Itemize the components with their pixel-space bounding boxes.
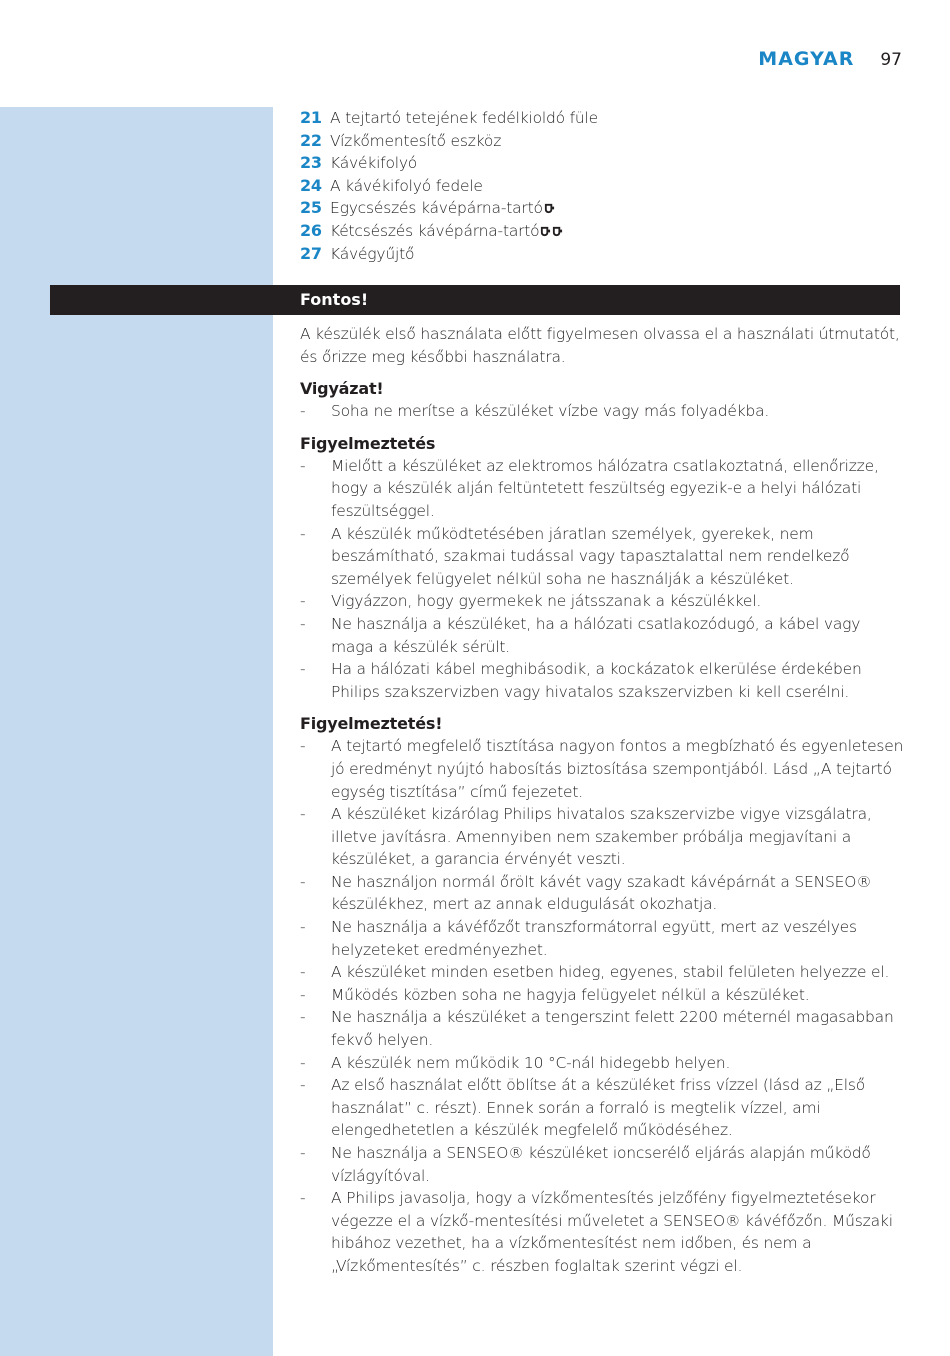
- list-item: - Vigyázzon, hogy gyermekek ne játsszanak a készülékkel.: [300, 590, 905, 613]
- part-number: 23: [300, 153, 322, 173]
- part-label: Egycsészés kávépárna-tartó: [330, 199, 543, 218]
- part-item: [300, 130, 905, 153]
- part-label: Vízkőmentesítő eszköz: [330, 131, 502, 150]
- section-title: Vigyázat!: [300, 379, 384, 399]
- important-bar: [50, 285, 900, 315]
- double-cup-icon: [539, 220, 563, 243]
- part-label: Kávékifolyó: [330, 154, 418, 173]
- list-item: - Működés közben soha ne hagyja felügyelet nélkül a készüléket.: [300, 984, 905, 1007]
- part-number: 22: [300, 130, 322, 150]
- safety-content: [300, 323, 905, 1287]
- part-item: [300, 152, 905, 175]
- page-header: [758, 48, 902, 70]
- list-item: - A készüléket minden esetben hideg, egyenes, stabil felületen helyezze el.: [300, 961, 905, 984]
- part-item: [300, 220, 905, 243]
- list-item: - A Philips javasolja, hogy a vízkőmentesítés jelzőfény figyelmeztetésekor végezze el a vízkő-mentesítési műveletet a SENSEO® kávéfőzőn. Műszaki hibához vezethet, ha a vízkőmentesítést nem időben, és nem a „Vízkőmentesítés” c. részben foglaltak szerint végzi el.: [300, 1187, 905, 1277]
- part-item: [300, 243, 905, 266]
- list-item: - A készülék nem működik 10 °C-nál hidegebb helyen.: [300, 1052, 905, 1075]
- part-label: A tejtartó tetejének fedélkioldó füle: [330, 109, 598, 127]
- list-item: - Az első használat előtt öblítse át a készüléket friss vízzel (lásd az „Első használat” c. részt). Ennek során a forraló is megtelik vízzel, ami elengedhetetlen a készülék megfelelő működéséhez.: [300, 1074, 905, 1142]
- part-item: [300, 197, 905, 220]
- section-title: Figyelmeztetés: [300, 433, 436, 453]
- part-label: A kávékifolyó fedele: [330, 176, 483, 195]
- list-item: - Ne használjon normál őrölt kávét vagy szakadt kávépárnát a SENSEO® készülékhez, mert az annak eldugulását okozhatja.: [300, 871, 905, 916]
- list-item: - A készülék működtetésében járatlan személyek, gyerekek, nem beszámítható, szakmai tudással vagy tapasztalattal nem rendelkező személyek felügyelet nélkül soha ne használják a készüléket.: [300, 523, 905, 591]
- part-number: 24: [300, 175, 322, 195]
- part-label: Kétcsészés kávépárna-tartó: [330, 221, 540, 240]
- part-number: 25: [300, 198, 322, 218]
- important-title: Fontos!: [300, 290, 369, 309]
- list-item: - A készüléket kizárólag Philips hivatalos szakszervizbe vigye vizsgálatra, illetve javításra. Amennyiben nem szakember próbálja megjavítani a készüléket, a garancia érvényét veszti.: [300, 803, 905, 871]
- section-list: [300, 735, 905, 1277]
- sections-container: [300, 377, 905, 1277]
- list-item: - Ne használja a készüléket, ha a hálózati csatlakozódugó, a kábel vagy maga a készülék sérült.: [300, 613, 905, 658]
- list-item: - A tejtartó megfelelő tisztítása nagyon fontos a megbízható és egyenletesen jó eredményt nyújtó habosítás biztosítása szempontjából. Lásd „A tejtartó egység tisztítása” című fejezetet.: [300, 735, 905, 803]
- part-number: 26: [300, 220, 322, 240]
- part-item: [300, 175, 905, 198]
- list-item: - Soha ne merítse a készüléket vízbe vagy más folyadékba.: [300, 400, 905, 423]
- list-item: - Ne használja a kávéfőzőt transzformátorral együtt, mert az veszélyes helyzeteket eredményezhet.: [300, 916, 905, 961]
- part-item: [300, 107, 905, 130]
- list-item: - Ha a hálózati kábel meghibásodik, a kockázatok elkerülése érdekében Philips szakszervizben vagy hivatalos szakszervizben ki kell cserélni.: [300, 658, 905, 703]
- part-number: 21: [300, 108, 322, 127]
- list-item: - Mielőtt a készüléket az elektromos hálózatra csatlakoztatná, ellenőrizze, hogy a készülék alján feltüntetett feszültség egyezik-e a helyi hálózati feszültséggel.: [300, 455, 905, 523]
- section-title: Figyelmeztetés!: [300, 714, 443, 734]
- single-cup-icon: [543, 197, 555, 220]
- part-number: 27: [300, 243, 322, 263]
- section-list: [300, 455, 905, 704]
- list-item: - Ne használja a SENSEO® készüléket ioncserélő eljárás alapján működő vízlágyítóval.: [300, 1142, 905, 1187]
- language-label: MAGYAR: [758, 48, 855, 70]
- page-number: 97: [880, 50, 902, 70]
- parts-list: [300, 107, 905, 265]
- list-item: - Ne használja a készüléket a tengerszint felett 2200 méternél magasabban fekvő helyen.: [300, 1006, 905, 1051]
- intro-paragraph: A készülék első használata előtt figyelmesen olvassa el a használati útmutatót, és őrizze meg későbbi használatra.: [300, 325, 900, 366]
- part-label: Kávégyűjtő: [330, 244, 415, 263]
- section-list: [300, 400, 905, 423]
